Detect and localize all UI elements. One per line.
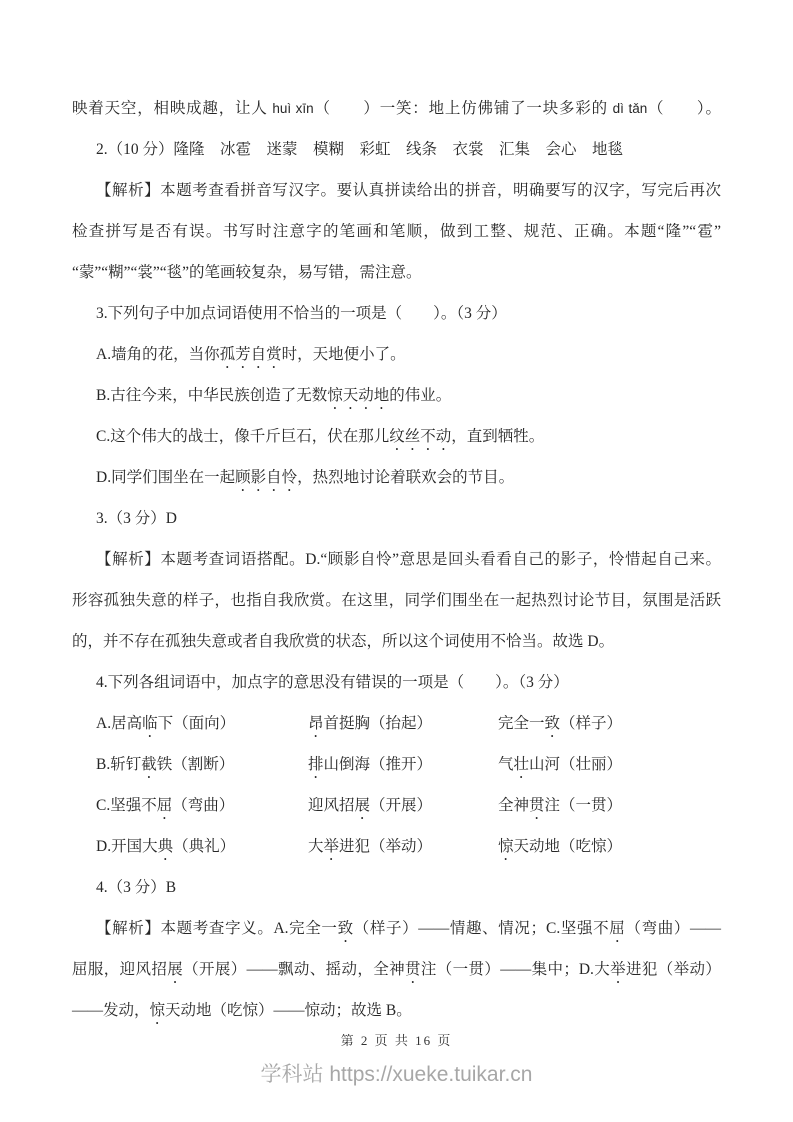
emphasis-dotted-text: 展 — [354, 797, 371, 814]
emphasis-dotted-text: 致 — [337, 920, 354, 937]
emphasis-dotted-text: 顾影自怜 — [235, 469, 298, 486]
question-3-option-a — [72, 334, 721, 375]
emphasis-dotted-text: 截 — [141, 756, 157, 773]
analysis-4-line-2 — [72, 949, 721, 990]
emphasis-dotted-text: 贯 — [529, 797, 545, 814]
emphasis-dotted-text: 排 — [308, 756, 324, 773]
text-segment: 山倒海（推开） — [323, 756, 433, 773]
text-segment: 屈服，迎风招 — [72, 961, 168, 978]
question-4-option-c — [72, 785, 721, 826]
emphasis-dotted-text: 致 — [544, 715, 561, 732]
page-number-indicator: 第 2 页 共 16 页 — [340, 1033, 453, 1048]
emphasis-dotted-text: 孤芳自赏 — [219, 346, 282, 363]
analysis-2-line-1 — [72, 170, 721, 211]
text-segment: 完全一 — [498, 715, 545, 732]
text-segment: （ ）一笑：地上仿佛铺了一块多彩的 — [313, 100, 613, 117]
analysis-4-line-3 — [72, 990, 721, 1031]
text-segment: 进犯（举动） — [339, 838, 433, 855]
text-segment: 铁（割断） — [156, 756, 235, 773]
text-segment: 天动地（吃惊）——惊动；故选 B。 — [165, 1002, 412, 1019]
answer-3 — [72, 498, 721, 539]
text-segment: 注（一贯）——集中；D.大 — [420, 961, 611, 978]
answer-2 — [72, 129, 721, 170]
text-segment: A.墙角的花，当你 — [96, 346, 220, 363]
text-segment: （弯曲） — [172, 797, 235, 814]
text-segment: B.斩钉 — [96, 756, 142, 773]
text-segment: 检查拼写是否有误。书写时注意字的笔画和笔顺，做到工整、规范、正确。本题“隆”“雹” — [72, 223, 721, 240]
text-segment: 【解析】本题考查词语搭配。D.“顾影自怜”意思是回头看看自己的影子，怜惜起自己来。 — [96, 551, 721, 568]
text-segment: 天动地（吃惊） — [513, 838, 623, 855]
text-segment: （开展） — [370, 797, 433, 814]
word-group-cell — [308, 785, 498, 826]
text-segment: 首挺胸（抬起） — [323, 715, 433, 732]
question-3-option-d — [72, 457, 721, 498]
text-segment: 的，并不存在孤独失意或者自我欣赏的状态，所以这个词使用不恰当。故选 D。 — [72, 633, 615, 650]
analysis-2-line-2 — [72, 211, 721, 252]
emphasis-dotted-text: 举 — [610, 961, 627, 978]
word-group-cell — [96, 785, 308, 826]
text-segment: （样子）——情趣、情况；C.坚强不 — [353, 920, 610, 937]
question-4-stem — [72, 662, 721, 703]
analysis-3-line-2 — [72, 580, 721, 621]
text-segment: 【解析】本题考查看拼音写汉字。要认真拼读给出的拼音，明确要写的汉字，写完后再次 — [96, 182, 721, 199]
text-segment: C.这个伟大的战士，像千斤巨石，伏在那儿 — [96, 428, 390, 445]
text-segment: 映着天空，相映成趣，让人 — [72, 100, 273, 117]
text-segment: D.同学们围坐在一起 — [96, 469, 236, 486]
text-segment: （典礼） — [173, 838, 236, 855]
emphasis-dotted-text: 临 — [142, 715, 158, 732]
text-segment: 2.（10 分）隆隆 冰雹 迷蒙 模糊 彩虹 线条 衣裳 汇集 会心 地毯 — [96, 141, 624, 158]
emphasis-dotted-text: 昂 — [308, 715, 324, 732]
emphasis-dotted-text: 贯 — [404, 961, 421, 978]
analysis-2-line-3 — [72, 252, 721, 293]
text-segment: 下（面向） — [157, 715, 236, 732]
text-segment: 山河（壮丽） — [529, 756, 623, 773]
emphasis-dotted-text: 举 — [323, 838, 340, 855]
emphasis-dotted-text: 惊天动地 — [327, 387, 390, 404]
word-group-cell — [498, 744, 721, 785]
analysis-3-line-1 — [72, 539, 721, 580]
emphasis-dotted-text: 屈 — [609, 920, 626, 937]
text-segment: 4.下列各组词语中，加点字的意思没有错误的一项是（ ）。（3 分） — [96, 674, 569, 691]
word-group-cell — [308, 744, 498, 785]
text-segment: 3.（3 分）D — [96, 510, 177, 527]
text-segment: 【解析】本题考查字义。A.完全一 — [96, 920, 338, 937]
text-segment: 气 — [498, 756, 514, 773]
text-segment: ——发动， — [72, 1002, 150, 1019]
text-segment: 迎风招 — [308, 797, 355, 814]
word-group-cell — [96, 744, 308, 785]
question-3-stem — [72, 293, 721, 334]
text-segment: ，直到牺牲。 — [451, 428, 545, 445]
emphasis-dotted-text: 展 — [167, 961, 184, 978]
text-segment: 全神 — [498, 797, 530, 814]
page-body-text — [72, 88, 721, 1031]
emphasis-dotted-text: 典 — [157, 838, 174, 855]
text-segment: D.开国大 — [96, 838, 158, 855]
text-segment: （ ）。 — [647, 100, 721, 117]
word-group-cell — [308, 826, 498, 867]
word-group-cell — [308, 703, 498, 744]
pinyin-text: huì xīn — [272, 101, 314, 116]
text-segment: 4.（3 分）B — [96, 879, 177, 896]
emphasis-dotted-text: 屈 — [156, 797, 173, 814]
question-4-option-a — [72, 703, 721, 744]
text-segment: （开展）——飘动、摇动，全神 — [183, 961, 405, 978]
word-group-cell — [498, 785, 721, 826]
text-segment: （样子） — [560, 715, 623, 732]
analysis-4-line-1 — [72, 908, 721, 949]
text-segment: 进犯（举动） — [626, 961, 721, 978]
site-watermark: 学科站 https://xueke.tuikar.cn — [260, 1063, 533, 1086]
text-segment: C.坚强不 — [96, 797, 157, 814]
analysis-3-line-3 — [72, 621, 721, 662]
text-segment: “蒙”“糊”“裳”“毯”的笔画较复杂，易写错，需注意。 — [72, 264, 422, 281]
q1-passage-continuation — [72, 88, 721, 129]
word-group-cell — [498, 703, 721, 744]
question-4-option-b — [72, 744, 721, 785]
emphasis-dotted-text: 壮 — [513, 756, 530, 773]
word-group-cell — [96, 826, 308, 867]
emphasis-dotted-text: 惊 — [498, 838, 514, 855]
text-segment: 形容孤独失意的样子，也指自我欣赏。在这里，同学们围坐在一起热烈讨论节目，氛围是活跃 — [72, 592, 721, 609]
text-segment: 3.下列句子中加点词语使用不恰当的一项是（ ）。（3 分） — [96, 305, 507, 322]
emphasis-dotted-text: 纹丝不动 — [389, 428, 452, 445]
text-segment: 注（一贯） — [544, 797, 623, 814]
question-3-option-b — [72, 375, 721, 416]
text-segment: 时，天地便小了。 — [281, 346, 406, 363]
text-segment: 的伟业。 — [389, 387, 452, 404]
question-3-option-c — [72, 416, 721, 457]
text-segment: A.居高 — [96, 715, 143, 732]
text-segment: （弯曲）—— — [625, 920, 721, 937]
text-segment: ，热烈地讨论着联欢会的节目。 — [297, 469, 515, 486]
emphasis-dotted-text: 惊 — [149, 1002, 166, 1019]
question-4-option-d — [72, 826, 721, 867]
answer-4 — [72, 867, 721, 908]
text-segment: 大 — [308, 838, 324, 855]
word-group-cell — [96, 703, 308, 744]
pinyin-text: dì tǎn — [612, 101, 648, 116]
word-group-cell — [498, 826, 721, 867]
text-segment: B.古往今来，中华民族创造了无数 — [96, 387, 328, 404]
